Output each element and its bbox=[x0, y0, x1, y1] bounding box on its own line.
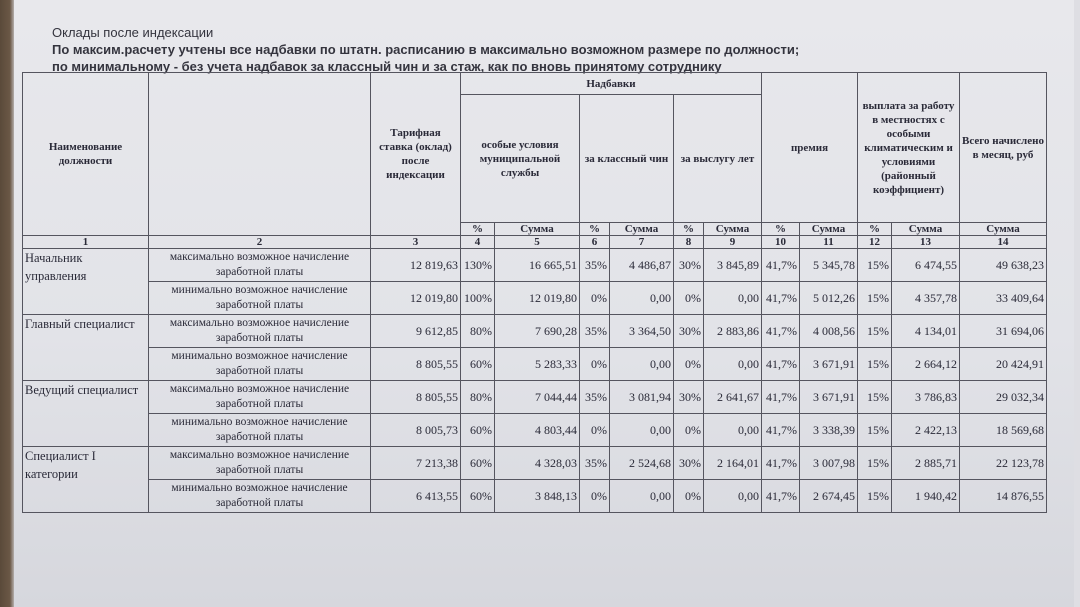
col-number: 11 bbox=[800, 236, 858, 249]
cell-p5: 15% bbox=[858, 447, 892, 480]
cell-p4: 41,7% bbox=[762, 348, 800, 381]
cell-p3: 0% bbox=[674, 414, 704, 447]
cell-rate: 8 805,55 bbox=[371, 348, 461, 381]
cell-p2: 0% bbox=[580, 282, 610, 315]
cell-p2: 0% bbox=[580, 414, 610, 447]
cell-p5: 15% bbox=[858, 282, 892, 315]
cell-position: Специалист I категории bbox=[23, 447, 149, 513]
cell-p1: 80% bbox=[461, 381, 495, 414]
cell-s5: 6 474,55 bbox=[892, 249, 960, 282]
cell-variant: максимально возможное начисление заработной платы bbox=[149, 447, 371, 480]
cell-p3: 30% bbox=[674, 315, 704, 348]
table-row bbox=[23, 315, 1047, 348]
col-number: 3 bbox=[371, 236, 461, 249]
cell-s1: 12 019,80 bbox=[495, 282, 580, 315]
cell-p3: 30% bbox=[674, 447, 704, 480]
cell-p4: 41,7% bbox=[762, 381, 800, 414]
cell-p2: 35% bbox=[580, 249, 610, 282]
header-total: Всего начислено в месяц, руб bbox=[960, 73, 1047, 223]
header-climate: выплата за работу в местностях с особыми климатическим и условиями (районный коэффициент) bbox=[858, 73, 960, 223]
cell-p1: 60% bbox=[461, 414, 495, 447]
cell-s2: 0,00 bbox=[610, 348, 674, 381]
cell-p4: 41,7% bbox=[762, 282, 800, 315]
cell-total: 14 876,55 bbox=[960, 480, 1047, 513]
header-position: Наименование должности bbox=[23, 73, 149, 236]
cell-variant: максимально возможное начисление заработной платы bbox=[149, 381, 371, 414]
cell-s2: 3 364,50 bbox=[610, 315, 674, 348]
table-row bbox=[23, 414, 1047, 447]
cell-p1: 130% bbox=[461, 249, 495, 282]
table-row bbox=[23, 381, 1047, 414]
header-sum: Сумма bbox=[704, 223, 762, 236]
cell-s4: 5 345,78 bbox=[800, 249, 858, 282]
cell-s2: 2 524,68 bbox=[610, 447, 674, 480]
cell-variant: минимально возможное начисление заработной платы bbox=[149, 414, 371, 447]
cell-s1: 5 283,33 bbox=[495, 348, 580, 381]
cell-p4: 41,7% bbox=[762, 249, 800, 282]
document-note-min: по минимальному - без учета надбавок за классный чин и за стаж, как по вновь принятому сотруднику bbox=[52, 59, 722, 74]
header-special: особые условия муниципальной службы bbox=[461, 95, 580, 223]
table-row bbox=[23, 447, 1047, 480]
cell-variant: минимально возможное начисление заработной платы bbox=[149, 480, 371, 513]
cell-s5: 2 885,71 bbox=[892, 447, 960, 480]
col-number: 7 bbox=[610, 236, 674, 249]
cell-s4: 3 671,91 bbox=[800, 348, 858, 381]
header-rate: Тарифная ставка (оклад) после индексации bbox=[371, 73, 461, 236]
header-sum: Сумма bbox=[892, 223, 960, 236]
cell-s3: 0,00 bbox=[704, 282, 762, 315]
cell-p1: 60% bbox=[461, 447, 495, 480]
col-number: 6 bbox=[580, 236, 610, 249]
cell-total: 22 123,78 bbox=[960, 447, 1047, 480]
col-number: 1 bbox=[23, 236, 149, 249]
cell-s4: 3 671,91 bbox=[800, 381, 858, 414]
cell-p5: 15% bbox=[858, 480, 892, 513]
header-sum: Сумма bbox=[495, 223, 580, 236]
cell-variant: минимально возможное начисление заработной платы bbox=[149, 348, 371, 381]
header-sum: Сумма bbox=[960, 223, 1047, 236]
header-bonus: премия bbox=[762, 73, 858, 223]
cell-s2: 0,00 bbox=[610, 414, 674, 447]
cell-rate: 7 213,38 bbox=[371, 447, 461, 480]
cell-s5: 2 664,12 bbox=[892, 348, 960, 381]
col-number: 14 bbox=[960, 236, 1047, 249]
table-row bbox=[23, 282, 1047, 315]
cell-variant: минимально возможное начисление заработной платы bbox=[149, 282, 371, 315]
col-number: 4 bbox=[461, 236, 495, 249]
col-number: 9 bbox=[704, 236, 762, 249]
cell-total: 49 638,23 bbox=[960, 249, 1047, 282]
cell-total: 31 694,06 bbox=[960, 315, 1047, 348]
cell-p5: 15% bbox=[858, 249, 892, 282]
cell-p3: 30% bbox=[674, 249, 704, 282]
cell-p2: 0% bbox=[580, 348, 610, 381]
document-header bbox=[52, 24, 799, 75]
cell-s3: 2 883,86 bbox=[704, 315, 762, 348]
cell-s3: 2 641,67 bbox=[704, 381, 762, 414]
header-rank: за классный чин bbox=[580, 95, 674, 223]
header-numbers bbox=[23, 236, 1047, 249]
cell-total: 20 424,91 bbox=[960, 348, 1047, 381]
cell-p5: 15% bbox=[858, 315, 892, 348]
cell-s2: 4 486,87 bbox=[610, 249, 674, 282]
document-note-max: По максим.расчету учтены все надбавки по штатн. расписанию в максимально возможном размере по должности; bbox=[52, 42, 800, 57]
col-number: 12 bbox=[858, 236, 892, 249]
cell-rate: 9 612,85 bbox=[371, 315, 461, 348]
cell-position: Начальник управления bbox=[23, 249, 149, 315]
cell-position: Ведущий специалист bbox=[23, 381, 149, 447]
cell-p3: 0% bbox=[674, 480, 704, 513]
header-allowances: Надбавки bbox=[461, 73, 762, 95]
cell-s1: 16 665,51 bbox=[495, 249, 580, 282]
col-number: 13 bbox=[892, 236, 960, 249]
cell-total: 29 032,34 bbox=[960, 381, 1047, 414]
header-variant bbox=[149, 73, 371, 236]
cell-p4: 41,7% bbox=[762, 480, 800, 513]
header-sum: Сумма bbox=[610, 223, 674, 236]
cell-s2: 0,00 bbox=[610, 282, 674, 315]
header-pct: % bbox=[674, 223, 704, 236]
cell-p3: 0% bbox=[674, 282, 704, 315]
cell-p3: 0% bbox=[674, 348, 704, 381]
cell-s4: 5 012,26 bbox=[800, 282, 858, 315]
table-row bbox=[23, 480, 1047, 513]
cell-s4: 4 008,56 bbox=[800, 315, 858, 348]
cell-p1: 60% bbox=[461, 348, 495, 381]
cell-s3: 0,00 bbox=[704, 348, 762, 381]
cell-s3: 3 845,89 bbox=[704, 249, 762, 282]
cell-s1: 4 328,03 bbox=[495, 447, 580, 480]
col-number: 2 bbox=[149, 236, 371, 249]
cell-p2: 35% bbox=[580, 381, 610, 414]
cell-p4: 41,7% bbox=[762, 447, 800, 480]
cell-s1: 3 848,13 bbox=[495, 480, 580, 513]
cell-s5: 3 786,83 bbox=[892, 381, 960, 414]
cell-p5: 15% bbox=[858, 414, 892, 447]
cell-p2: 35% bbox=[580, 447, 610, 480]
cell-p4: 41,7% bbox=[762, 414, 800, 447]
header-pct: % bbox=[461, 223, 495, 236]
cell-s3: 0,00 bbox=[704, 480, 762, 513]
cell-s3: 0,00 bbox=[704, 414, 762, 447]
cell-s3: 2 164,01 bbox=[704, 447, 762, 480]
cell-p4: 41,7% bbox=[762, 315, 800, 348]
col-number: 5 bbox=[495, 236, 580, 249]
cell-s4: 2 674,45 bbox=[800, 480, 858, 513]
cell-s5: 4 134,01 bbox=[892, 315, 960, 348]
cell-rate: 12 819,63 bbox=[371, 249, 461, 282]
cell-position: Главный специалист bbox=[23, 315, 149, 381]
cell-p2: 35% bbox=[580, 315, 610, 348]
cell-rate: 8 005,73 bbox=[371, 414, 461, 447]
table-row bbox=[23, 249, 1047, 282]
cell-s1: 7 690,28 bbox=[495, 315, 580, 348]
salary-table bbox=[22, 72, 1047, 513]
table-row bbox=[23, 348, 1047, 381]
document-title: Оклады после индексации bbox=[52, 25, 214, 40]
col-number: 8 bbox=[674, 236, 704, 249]
cell-p5: 15% bbox=[858, 381, 892, 414]
header-pct: % bbox=[580, 223, 610, 236]
header-pct: % bbox=[762, 223, 800, 236]
cell-p1: 100% bbox=[461, 282, 495, 315]
cell-p5: 15% bbox=[858, 348, 892, 381]
cell-s4: 3 338,39 bbox=[800, 414, 858, 447]
col-number: 10 bbox=[762, 236, 800, 249]
cell-s5: 1 940,42 bbox=[892, 480, 960, 513]
header-pct: % bbox=[858, 223, 892, 236]
cell-p3: 30% bbox=[674, 381, 704, 414]
cell-rate: 12 019,80 bbox=[371, 282, 461, 315]
cell-s5: 4 357,78 bbox=[892, 282, 960, 315]
header-seniority: за выслугу лет bbox=[674, 95, 762, 223]
cell-variant: максимально возможное начисление заработной платы bbox=[149, 315, 371, 348]
header-sum: Сумма bbox=[800, 223, 858, 236]
cell-rate: 8 805,55 bbox=[371, 381, 461, 414]
cell-variant: максимально возможное начисление заработной платы bbox=[149, 249, 371, 282]
cell-p1: 60% bbox=[461, 480, 495, 513]
cell-s1: 7 044,44 bbox=[495, 381, 580, 414]
cell-total: 18 569,68 bbox=[960, 414, 1047, 447]
cell-s2: 0,00 bbox=[610, 480, 674, 513]
cell-p1: 80% bbox=[461, 315, 495, 348]
cell-s1: 4 803,44 bbox=[495, 414, 580, 447]
cell-p2: 0% bbox=[580, 480, 610, 513]
cell-s5: 2 422,13 bbox=[892, 414, 960, 447]
cell-s2: 3 081,94 bbox=[610, 381, 674, 414]
cell-rate: 6 413,55 bbox=[371, 480, 461, 513]
cell-total: 33 409,64 bbox=[960, 282, 1047, 315]
cell-s4: 3 007,98 bbox=[800, 447, 858, 480]
